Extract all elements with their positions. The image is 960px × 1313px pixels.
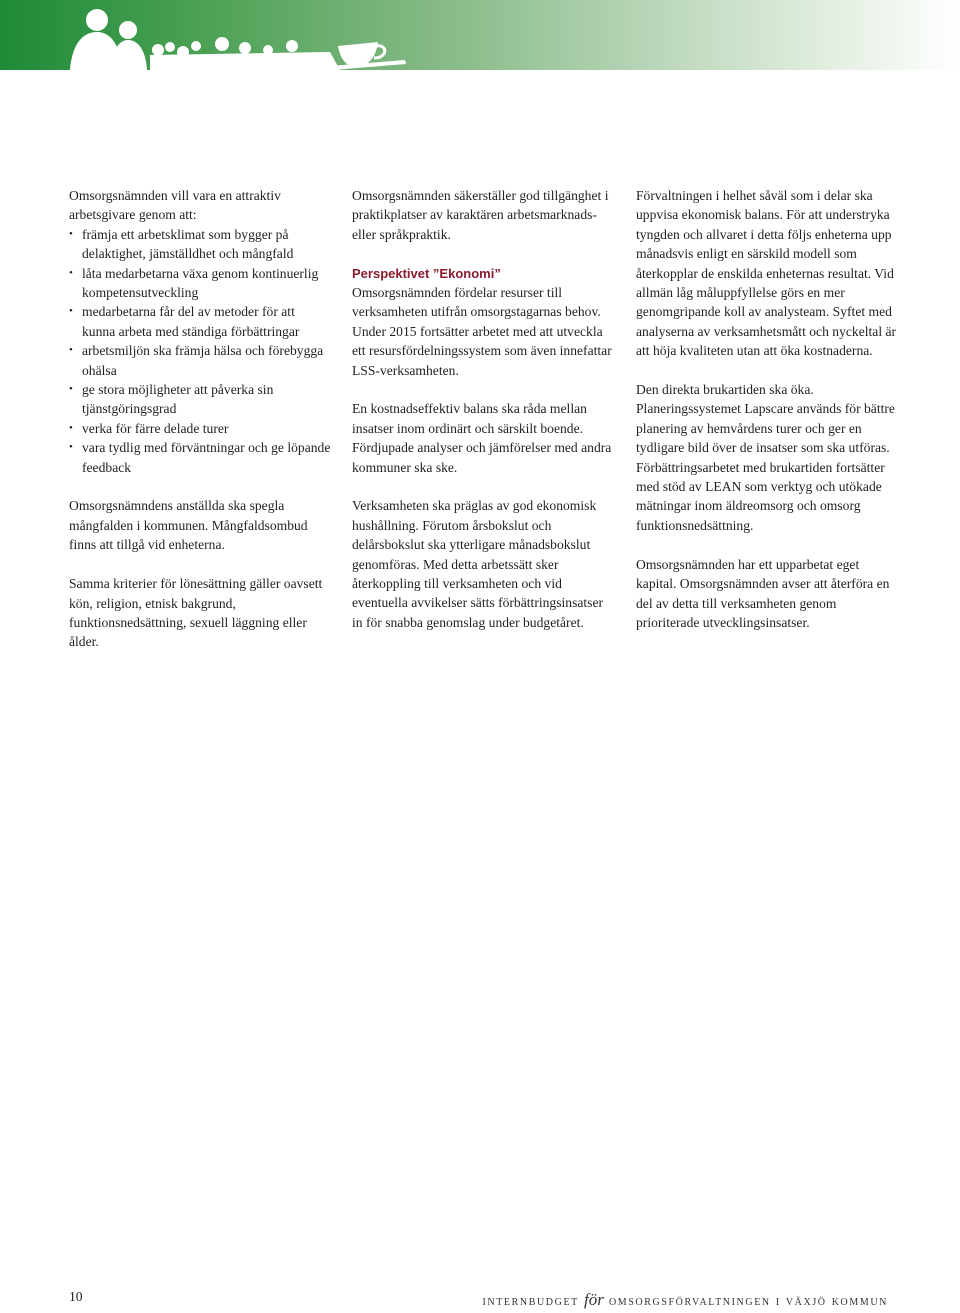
people-silhouette-illustration <box>0 0 420 70</box>
list-item: • arbetsmiljön ska främja hälsa och förebygga ohälsa <box>69 341 331 380</box>
column-2 <box>352 186 614 652</box>
equity-paragraph: Omsorgsnämnden har ett upparbetat eget kapital. Omsorgsnämnden avser att återföra en del av detta till verksamheten genom prioriterade utvecklingsinsatser. <box>636 556 890 630</box>
list-item: • vara tydlig med förväntningar och ge löpande feedback <box>69 438 331 477</box>
list-item: • verka för färre delade turer <box>69 419 331 438</box>
diversity-paragraph: Omsorgsnämndens anställda ska spegla mångfalden i kommunen. Mångfaldsombud finns att tillgå vid enheterna. <box>69 498 308 553</box>
intro-paragraph: Omsorgsnämnden vill vara en attraktiv arbetsgivare genom att: <box>69 188 281 223</box>
user-time-paragraph: Den direkta brukartiden ska öka. Planeringssystemet Lapscare används för bättre planering av hemvårdens turer och ger en tydligare bild över de insatser som ska utföras. Förbättringsarbetet med brukartiden fortsätter med stöd av LEAN som verktyg och utökade mätningar inom äldreomsorg och omsorg funktionsnedsättning. <box>636 382 895 533</box>
employer-goals-list <box>69 225 331 477</box>
column-3 <box>636 186 898 652</box>
economy-paragraph: Verksamheten ska präglas av god ekonomisk hushållning. Förutom årsbokslut och delårsbokslut ska ytterligare månadsbokslut genomföras. Med detta arbetssätt sker återkoppling till verksamheten och vid eventuella avvikelser sätts förbättringsinsatser in för snabba genomslag under budgetåret. <box>352 498 604 630</box>
list-item: • ge stora möjligheter att påverka sin tjänstgöringsgrad <box>69 380 331 419</box>
list-item: • medarbetarna får del av metoder för att kunna arbeta med ständiga förbättringar <box>69 302 331 341</box>
footer-title-part1: internbudget <box>482 1294 579 1309</box>
header-banner <box>0 0 960 70</box>
document-footer-title <box>482 1290 888 1310</box>
footer-title-part2: omsorgsförvaltningen i växjö kommun <box>608 1294 888 1309</box>
section-heading-economy: Perspektivet ”Ekonomi” <box>352 265 501 281</box>
balance-paragraph: En kostnadseffektiv balans ska råda mellan insatser inom ordinärt och särskilt boende. Fördjupade analyser och jämförelser med andra kommuner ska ske. <box>352 401 612 475</box>
list-item: • främja ett arbetsklimat som bygger på delaktighet, jämställdhet och mångfald <box>69 225 331 264</box>
salary-criteria-paragraph: Samma kriterier för lönesättning gäller oavsett kön, religion, etnisk bakgrund, funktionsnedsättning, sexuell läggning eller ålder. <box>69 576 323 650</box>
column-1 <box>69 186 331 671</box>
resources-paragraph: Omsorgsnämnden fördelar resurser till verksamheten utifrån omsorgstagarnas behov. Under 2015 fortsätter arbetet med att utveckla ett resursfördelningssystem som även innefattar LSS-verksamheten. <box>352 285 612 378</box>
practice-paragraph: Omsorgsnämnden säkerställer god tillgänghet i praktikplatser av karaktären arbetsmarknads- eller språkpraktik. <box>352 188 609 242</box>
list-item: • låta medarbetarna växa genom kontinuerlig kompetensutveckling <box>69 264 331 303</box>
page-number: 10 <box>69 1289 83 1304</box>
footer-title-for: för <box>583 1290 604 1309</box>
balance-followup-paragraph: Förvaltningen i helhet såväl som i delar ska uppvisa ekonomisk balans. För att understryka tyngden och allvaret i detta följs enheterna upp månadsvis enligt en särskild modell som återkopplar de enskilda enheternas resultat. Vid allmän låg måluppfyllelse görs en mer genomgripande koll av analysteam. Syftet med analyserna av verksamhetsmått och nyckeltal är att höja kvaliteten utan att öka kostnaderna. <box>636 188 897 359</box>
